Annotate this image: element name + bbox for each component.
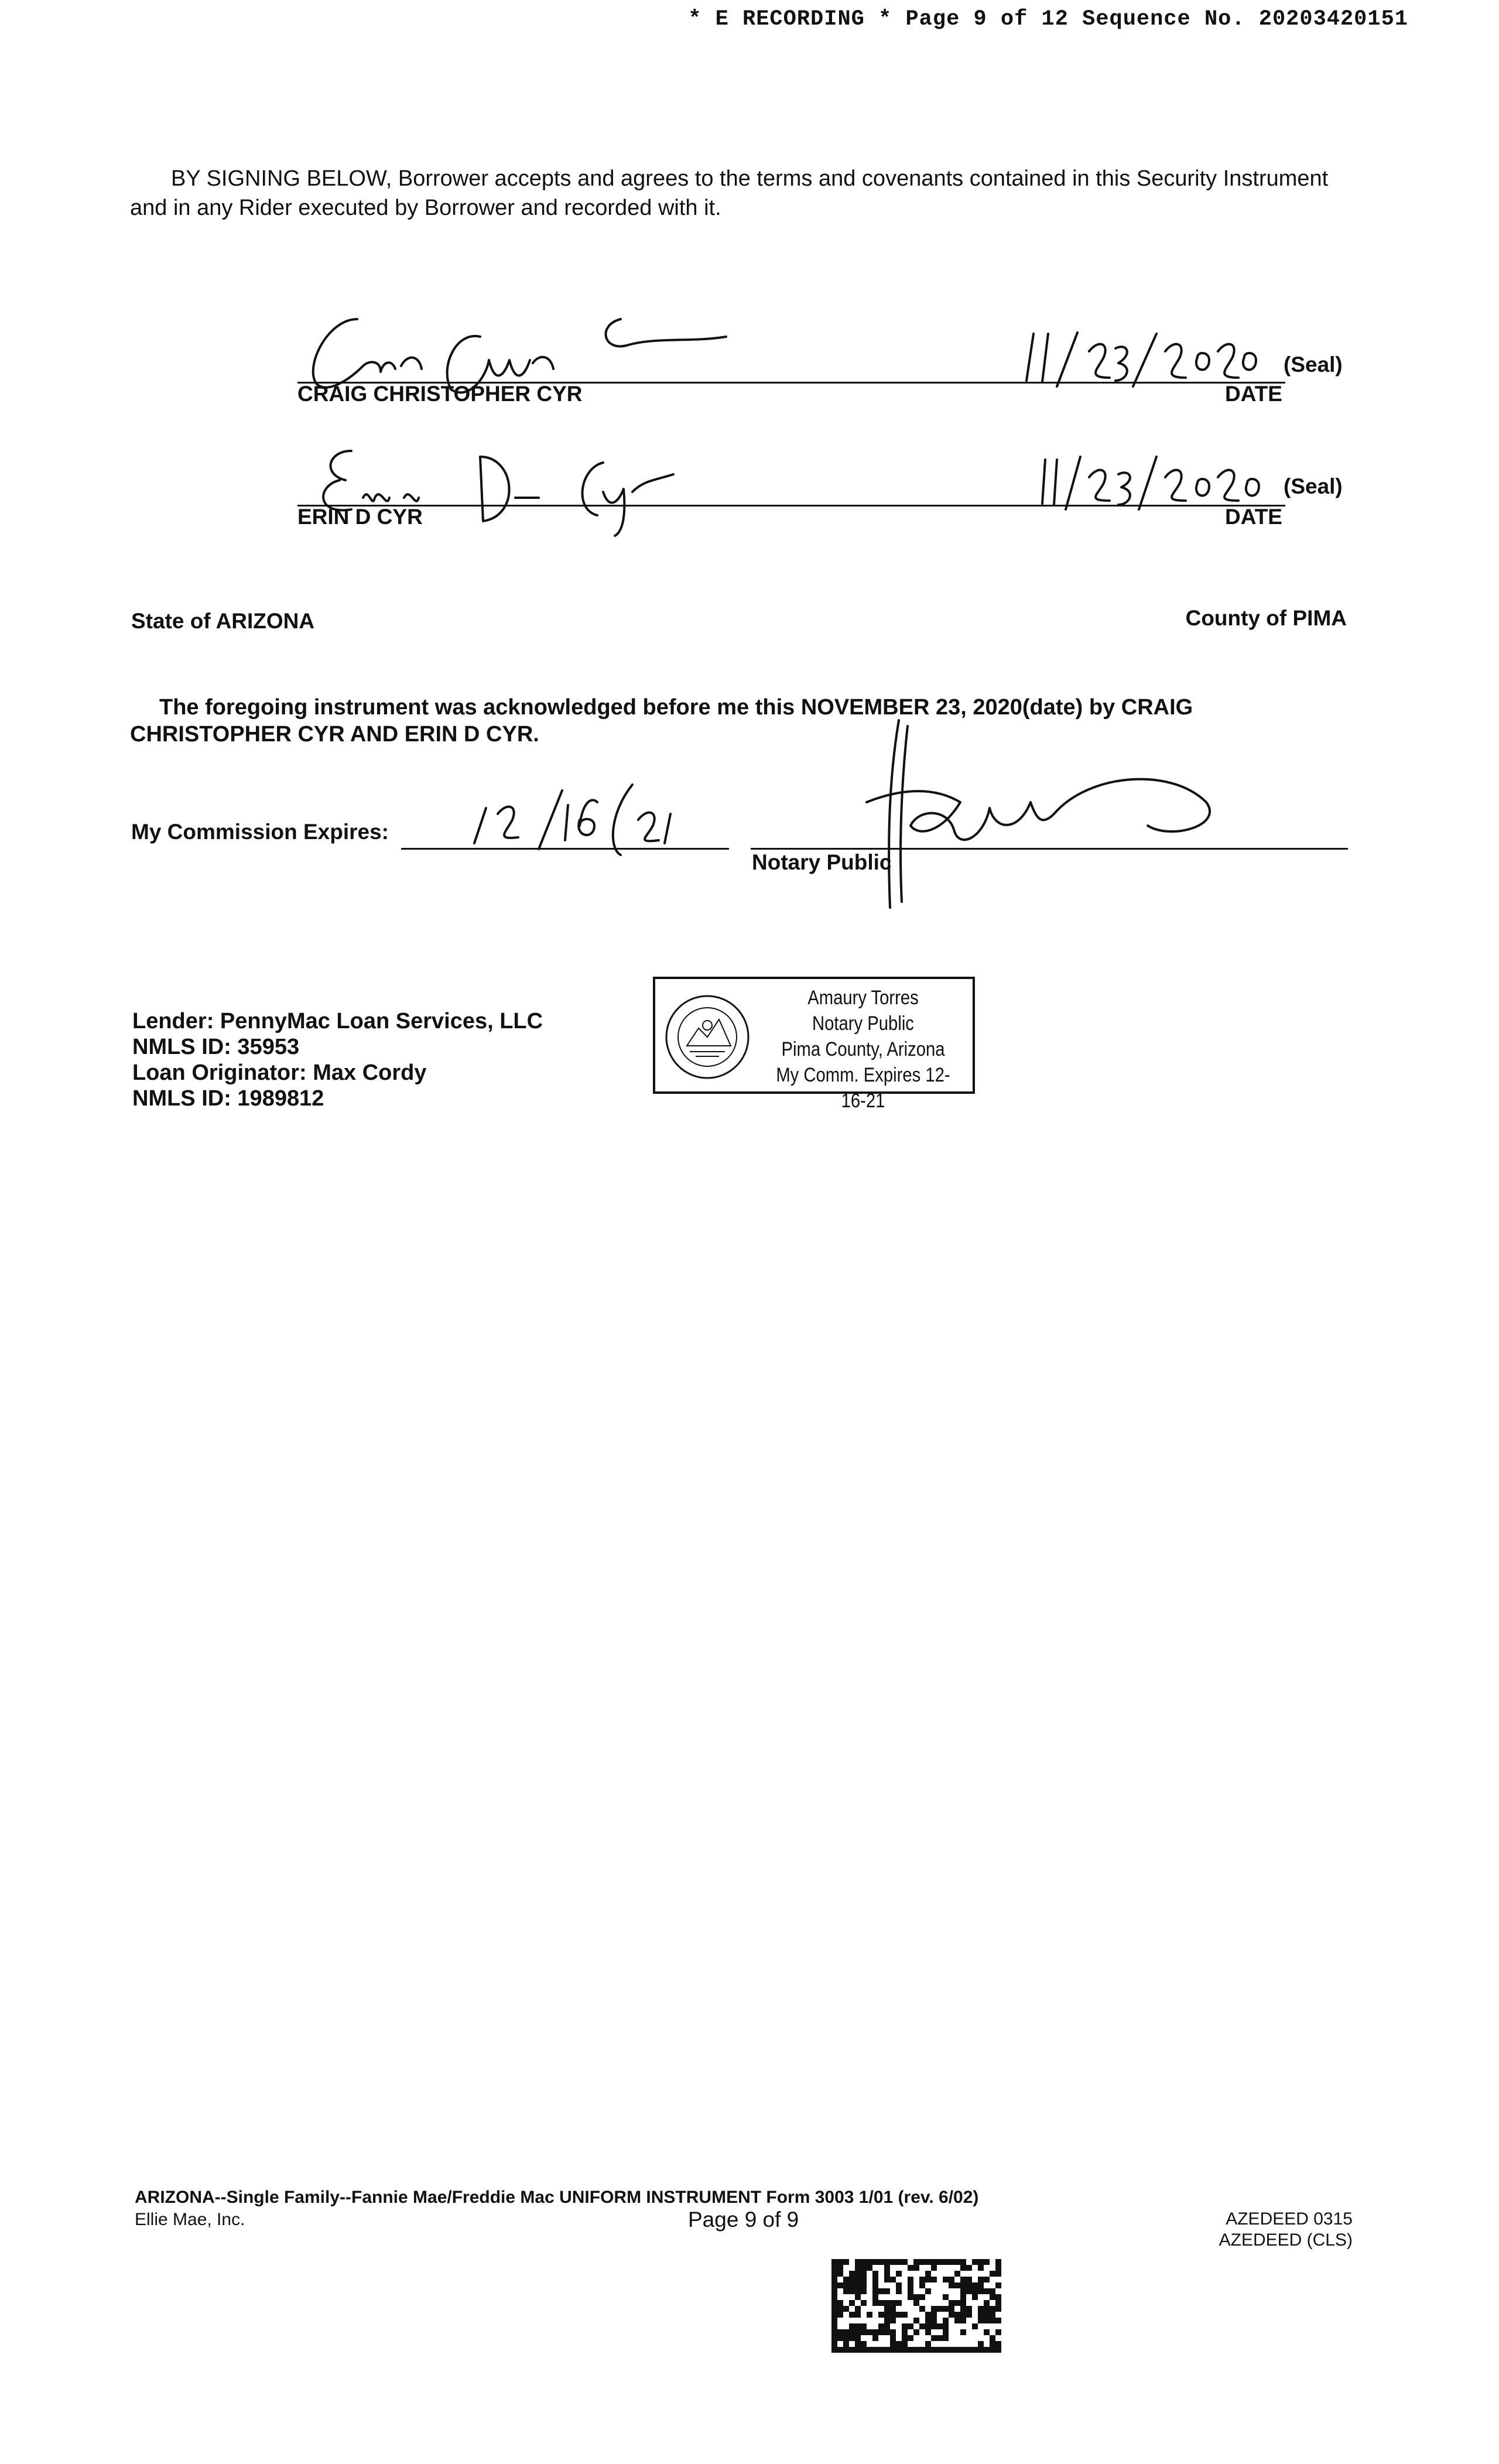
commission-expires-label: My Commission Expires: — [131, 820, 389, 844]
document-barcode — [831, 2259, 1001, 2353]
signing-statement — [130, 164, 1348, 223]
notary-stamp-title: Notary Public — [812, 1012, 914, 1035]
state-venue: State of ARIZONA — [131, 609, 315, 633]
originator-nmls: NMLS ID: 1989812 — [132, 1086, 324, 1111]
footer-codes — [1206, 2209, 1353, 2251]
borrower-2-date-label: DATE — [1225, 505, 1282, 529]
form-code-1: AZEDEED 0315 — [1226, 2209, 1353, 2229]
footer-left — [135, 2186, 978, 2231]
form-code-2: AZEDEED (CLS) — [1219, 2230, 1353, 2250]
signing-statement-text: BY SIGNING BELOW, Borrower accepts and agrees to the terms and covenants contained in this Security Instrument and in any Rider executed by Borrower and recorded with it. — [130, 166, 1329, 220]
form-title: ARIZONA--Single Family--Fannie Mae/Freddie Mac UNIFORM INSTRUMENT Form 3003 1/01 (rev. 6/02) — [135, 2188, 979, 2207]
borrower-1-date-label: DATE — [1225, 382, 1282, 406]
loan-originator: Loan Originator: Max Cordy — [132, 1060, 427, 1085]
lender-name: Lender: PennyMac Loan Services, LLC — [132, 1009, 543, 1033]
acknowledgment-text: The foregoing instrument was acknowledged before me this NOVEMBER 23, 2020(date) by CRAIG CHRISTOPHER CYR AND ERIN D CYR. — [130, 695, 1193, 747]
arizona-state-seal-icon — [663, 993, 751, 1081]
borrower-1-seal: (Seal) — [1284, 353, 1343, 377]
borrower-1-name: CRAIG CHRISTOPHER CYR — [297, 382, 583, 406]
lender-nmls: NMLS ID: 35953 — [132, 1035, 300, 1059]
borrower-2-seal: (Seal) — [1284, 474, 1343, 498]
notary-stamp-text — [770, 985, 956, 1114]
notary-stamp — [653, 977, 975, 1112]
page-number: Page 9 of 9 — [688, 2208, 799, 2232]
notary-stamp-name: Amaury Torres — [807, 987, 919, 1009]
notary-stamp-expiration: My Comm. Expires 12-16-21 — [776, 1064, 950, 1112]
county-venue: County of PIMA — [1185, 606, 1347, 630]
notary-signature — [843, 714, 1230, 913]
notary-public-label: Notary Public — [752, 850, 892, 874]
borrower-2-name: ERIN D CYR — [297, 505, 423, 529]
notary-stamp-county: Pima County, Arizona — [781, 1038, 945, 1060]
form-vendor: Ellie Mae, Inc. — [135, 2210, 245, 2229]
commission-handwritten-date — [463, 779, 744, 861]
lender-info — [132, 1008, 543, 1111]
recording-header: * E RECORDING * Page 9 of 12 Sequence No. 20203420151 — [688, 7, 1408, 32]
